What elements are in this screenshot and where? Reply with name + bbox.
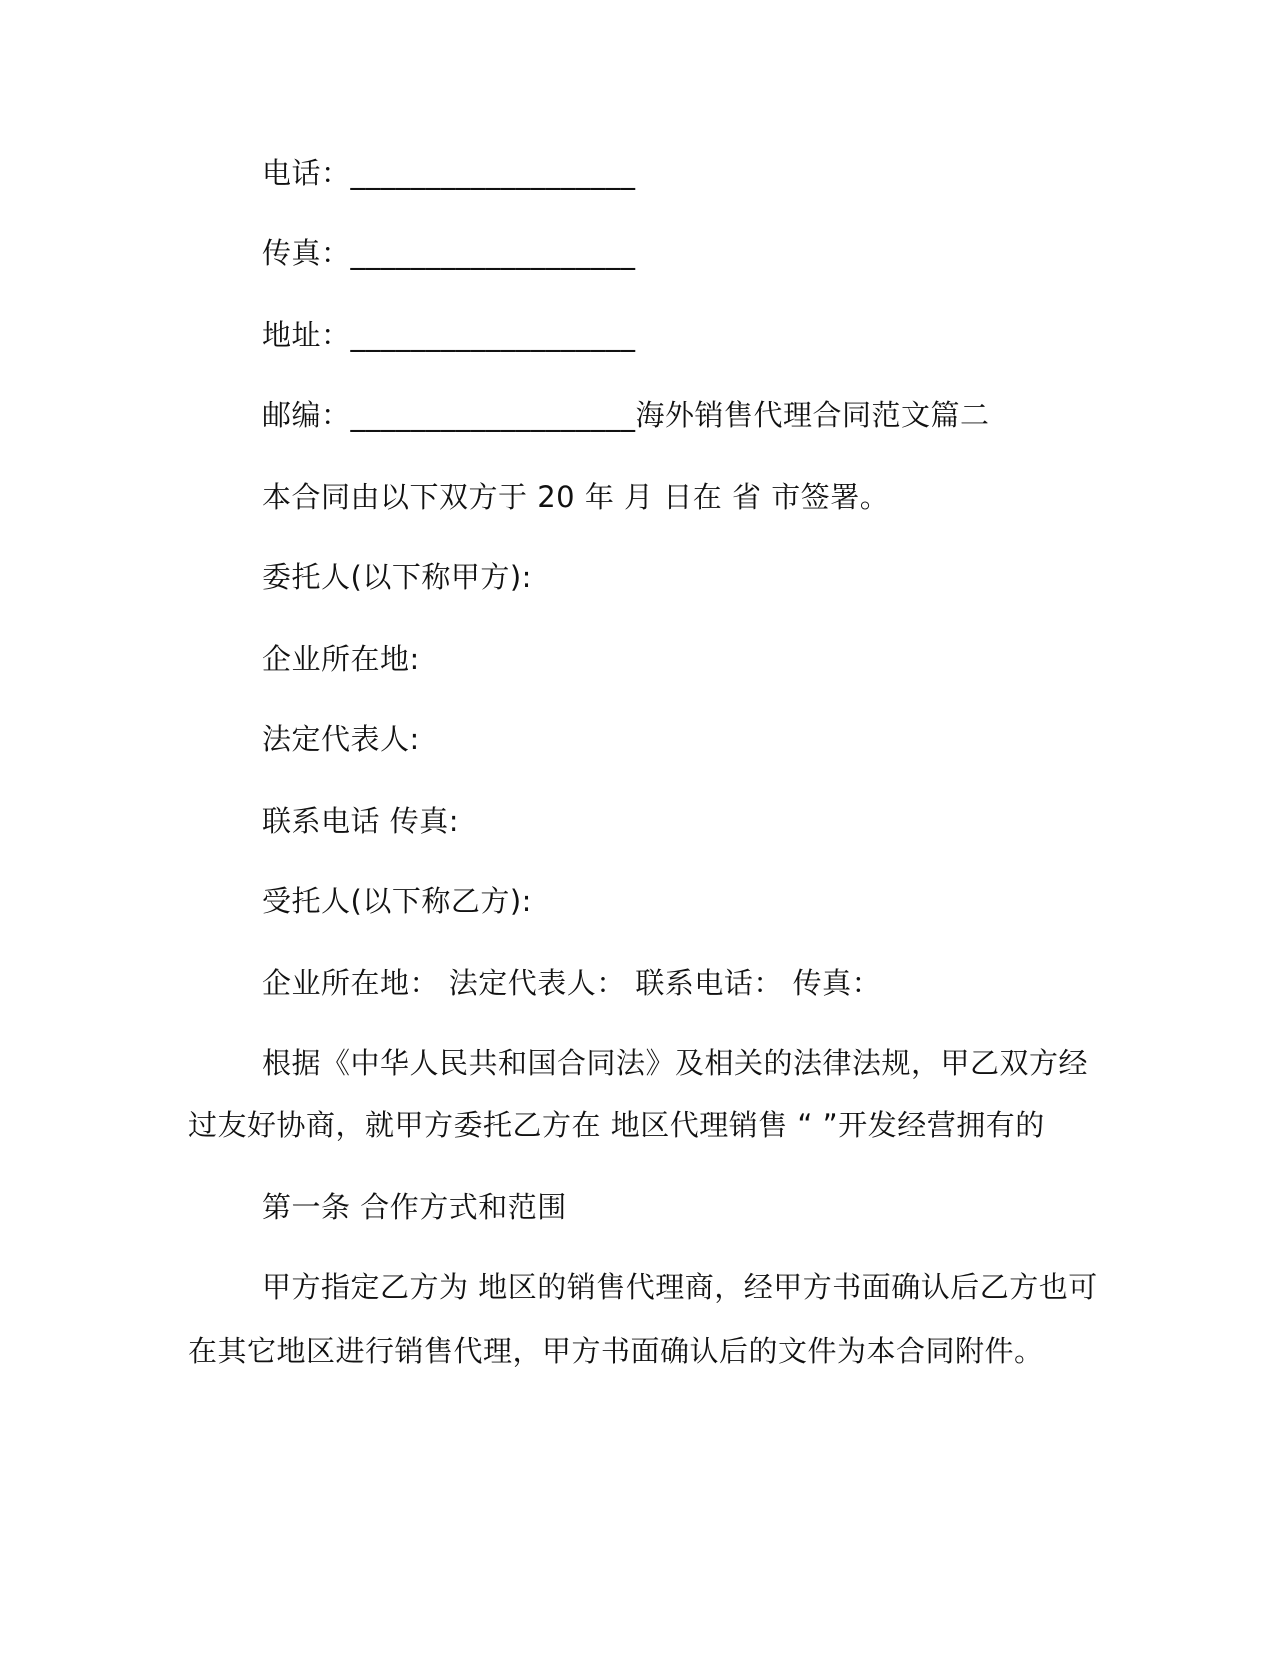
article-one-heading: 第一条 合作方式和范围 bbox=[262, 1190, 567, 1224]
article-one-paragraph-line-2: 在其它地区进行销售代理，甲方书面确认后的文件为本合同附件。 bbox=[188, 1334, 1044, 1368]
agent-heading: 受托人(以下称乙方): bbox=[262, 884, 532, 918]
contract-intro-line: 本合同由以下双方于 20 年 月 日在 省 市签署。 bbox=[262, 480, 890, 514]
preamble-paragraph-line-1: 根据《中华人民共和国合同法》及相关的法律法规，甲乙双方经 bbox=[262, 1046, 1089, 1080]
fax-field-line: 传真：___________________ bbox=[262, 236, 636, 270]
address-field-line: 地址：___________________ bbox=[262, 318, 636, 352]
principal-contact-label: 联系电话 传真: bbox=[262, 804, 459, 838]
article-one-paragraph-line-1: 甲方指定乙方为 地区的销售代理商，经甲方书面确认后乙方也可 bbox=[262, 1270, 1098, 1304]
principal-heading: 委托人(以下称甲方): bbox=[262, 560, 532, 594]
agent-details-line: 企业所在地： 法定代表人： 联系电话： 传真： bbox=[262, 966, 882, 1000]
phone-field-line: 电话：___________________ bbox=[262, 156, 636, 190]
principal-legal-rep-label: 法定代表人: bbox=[262, 722, 420, 756]
postcode-field-line: 邮编：___________________海外销售代理合同范文篇二 bbox=[262, 398, 990, 432]
principal-location-label: 企业所在地: bbox=[262, 642, 420, 676]
preamble-paragraph-line-2: 过友好协商，就甲方委托乙方在 地区代理销售 “ ”开发经营拥有的 bbox=[188, 1108, 1045, 1142]
